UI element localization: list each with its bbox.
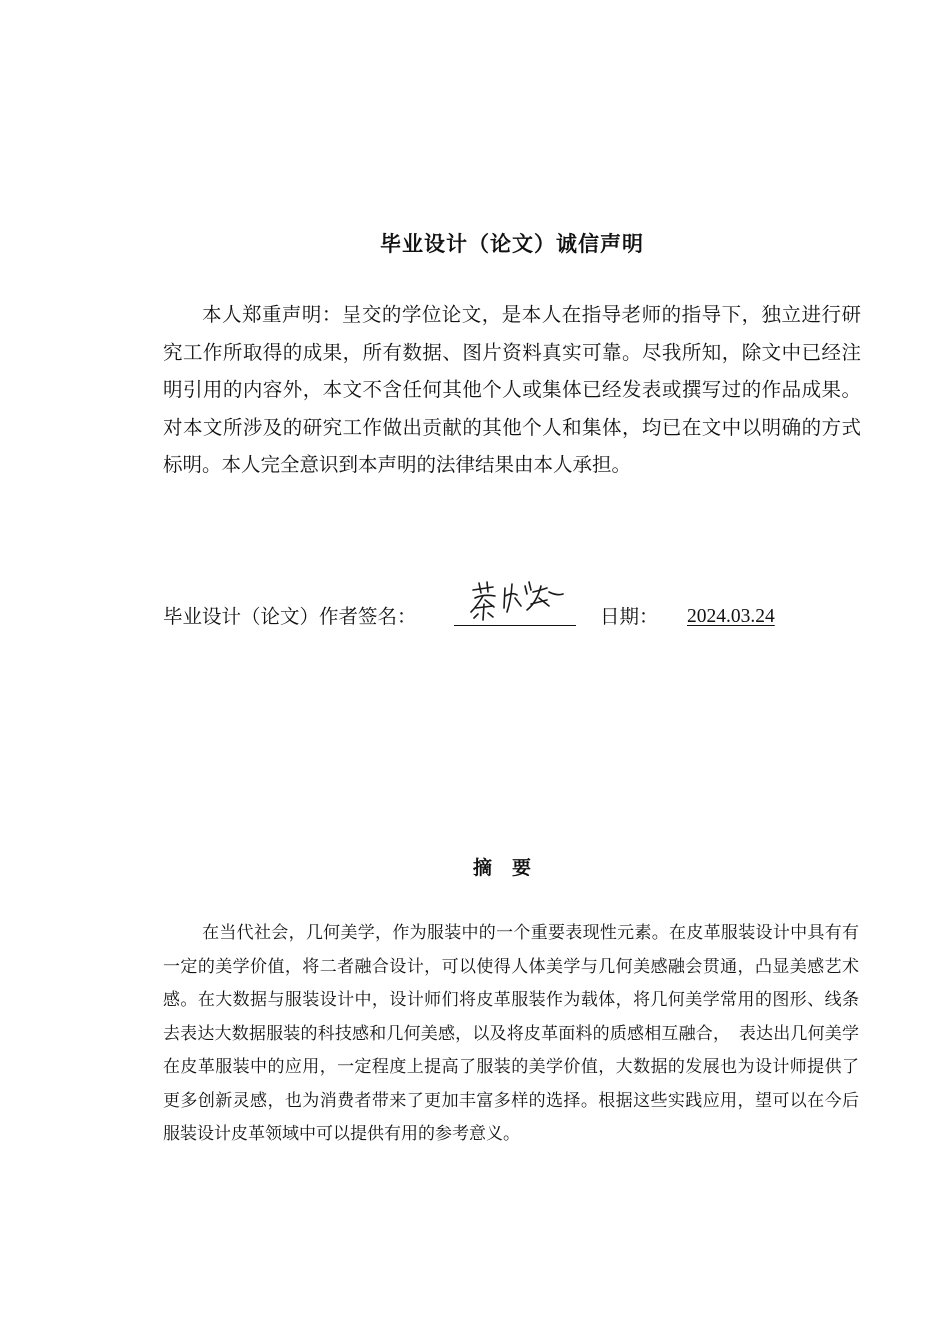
abstract-body: 在当代社会，几何美学，作为服装中的一个重要表现性元素。在皮革服装设计中具有有一定的美学价值，将二者融合设计，可以使得人体美学与几何美感融会贯通，凸显美感艺术感。在大数据与服装设计中，设计师们将皮革服装作为载体，将几何美学常用的图形、线条去表达大数据服装的科技感和几何美感，以及将皮革面料的质感相互融合， 表达出几何美学在皮革服装中的应用，一定程度上提高了服装的美学价值，大数据的发展也为设计师提供了更多创新灵感，也为消费者带来了更加丰富多样的选择。根据这些实践应用，望可以在今后服装设计皮革领域中可以提供有用的参考意义。 <box>163 923 859 1144</box>
date-label: 日期： <box>600 605 659 628</box>
signature-label: 毕业设计（论文）作者签名： <box>163 605 417 628</box>
declaration-title: 毕业设计（论文）诚信声明 <box>380 232 644 256</box>
signature-line <box>163 600 863 634</box>
date-value: 2024.03.24 <box>687 606 775 627</box>
declaration-body: 本人郑重声明：呈交的学位论文，是本人在指导老师的指导下，独立进行研究工作所取得的成果，所有数据、图片资料真实可靠。尽我所知，除文中已经注明引用的内容外，本文不含任何其他个人或集体已经发表或撰写过的作品成果。对本文所涉及的研究工作做出贡献的其他个人和集体，均已在文中以明确的方式标明。本人完全意识到本声明的法律结果由本人承担。 <box>163 303 861 476</box>
handwritten-signature <box>467 574 577 626</box>
abstract-title: 摘要 <box>472 857 551 879</box>
